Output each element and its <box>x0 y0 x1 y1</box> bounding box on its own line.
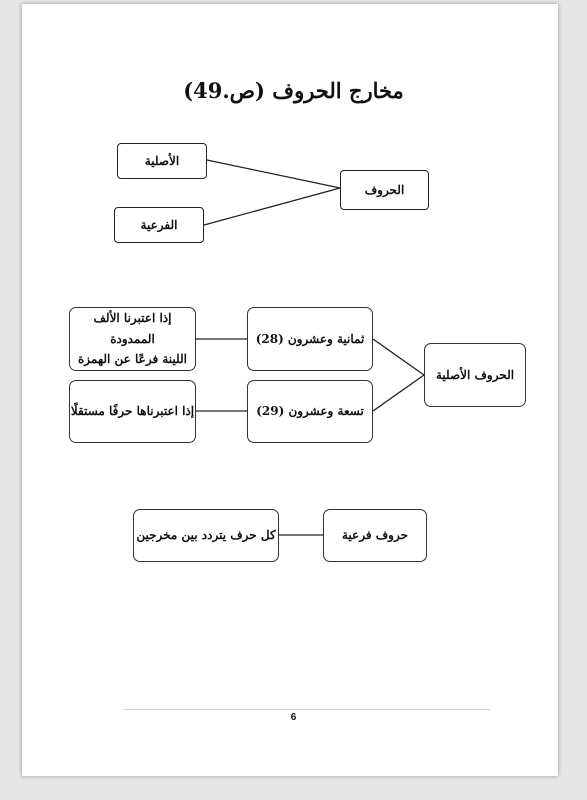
condition-alif-line2: اللينة فرعًا عن الهمزة <box>77 352 187 367</box>
condition-alif-line1: إذا اعتبرنا الألف الممدودة <box>93 311 172 346</box>
footer-divider <box>124 709 490 710</box>
box-secondary-label: الفرعية <box>140 217 178 232</box>
box-condition-alif-text <box>70 308 195 369</box>
box-secondary-letters <box>323 509 427 562</box>
box-twenty-nine-label: تسعة وعشرون (29) <box>256 404 364 419</box>
box-secondary-letters-label: حروف فرعية <box>341 528 409 543</box>
box-two-outlets <box>133 509 279 562</box>
box-letters <box>340 170 429 210</box>
box-original-label: الأصلية <box>144 153 180 168</box>
box-twenty-eight <box>247 307 373 371</box>
box-original-letters <box>424 343 526 407</box>
box-condition-independent <box>69 380 196 443</box>
box-secondary <box>114 207 204 243</box>
box-condition-independent-label: إذا اعتبرناها حرفًا مستقلًا <box>70 404 195 419</box>
page-title: مخارج الحروف (ص.49) <box>183 78 404 103</box>
box-original-letters-label: الحروف الأصلية <box>435 367 515 382</box>
box-condition-alif <box>69 307 196 371</box>
box-twenty-nine <box>247 380 373 443</box>
box-two-outlets-label: كل حرف يتردد بين مخرجين <box>136 528 276 543</box>
page-number: 6 <box>290 712 297 723</box>
box-letters-label: الحروف <box>364 182 405 197</box>
box-original <box>117 143 207 179</box>
box-twenty-eight-label: ثمانية وعشرون (28) <box>255 331 365 346</box>
